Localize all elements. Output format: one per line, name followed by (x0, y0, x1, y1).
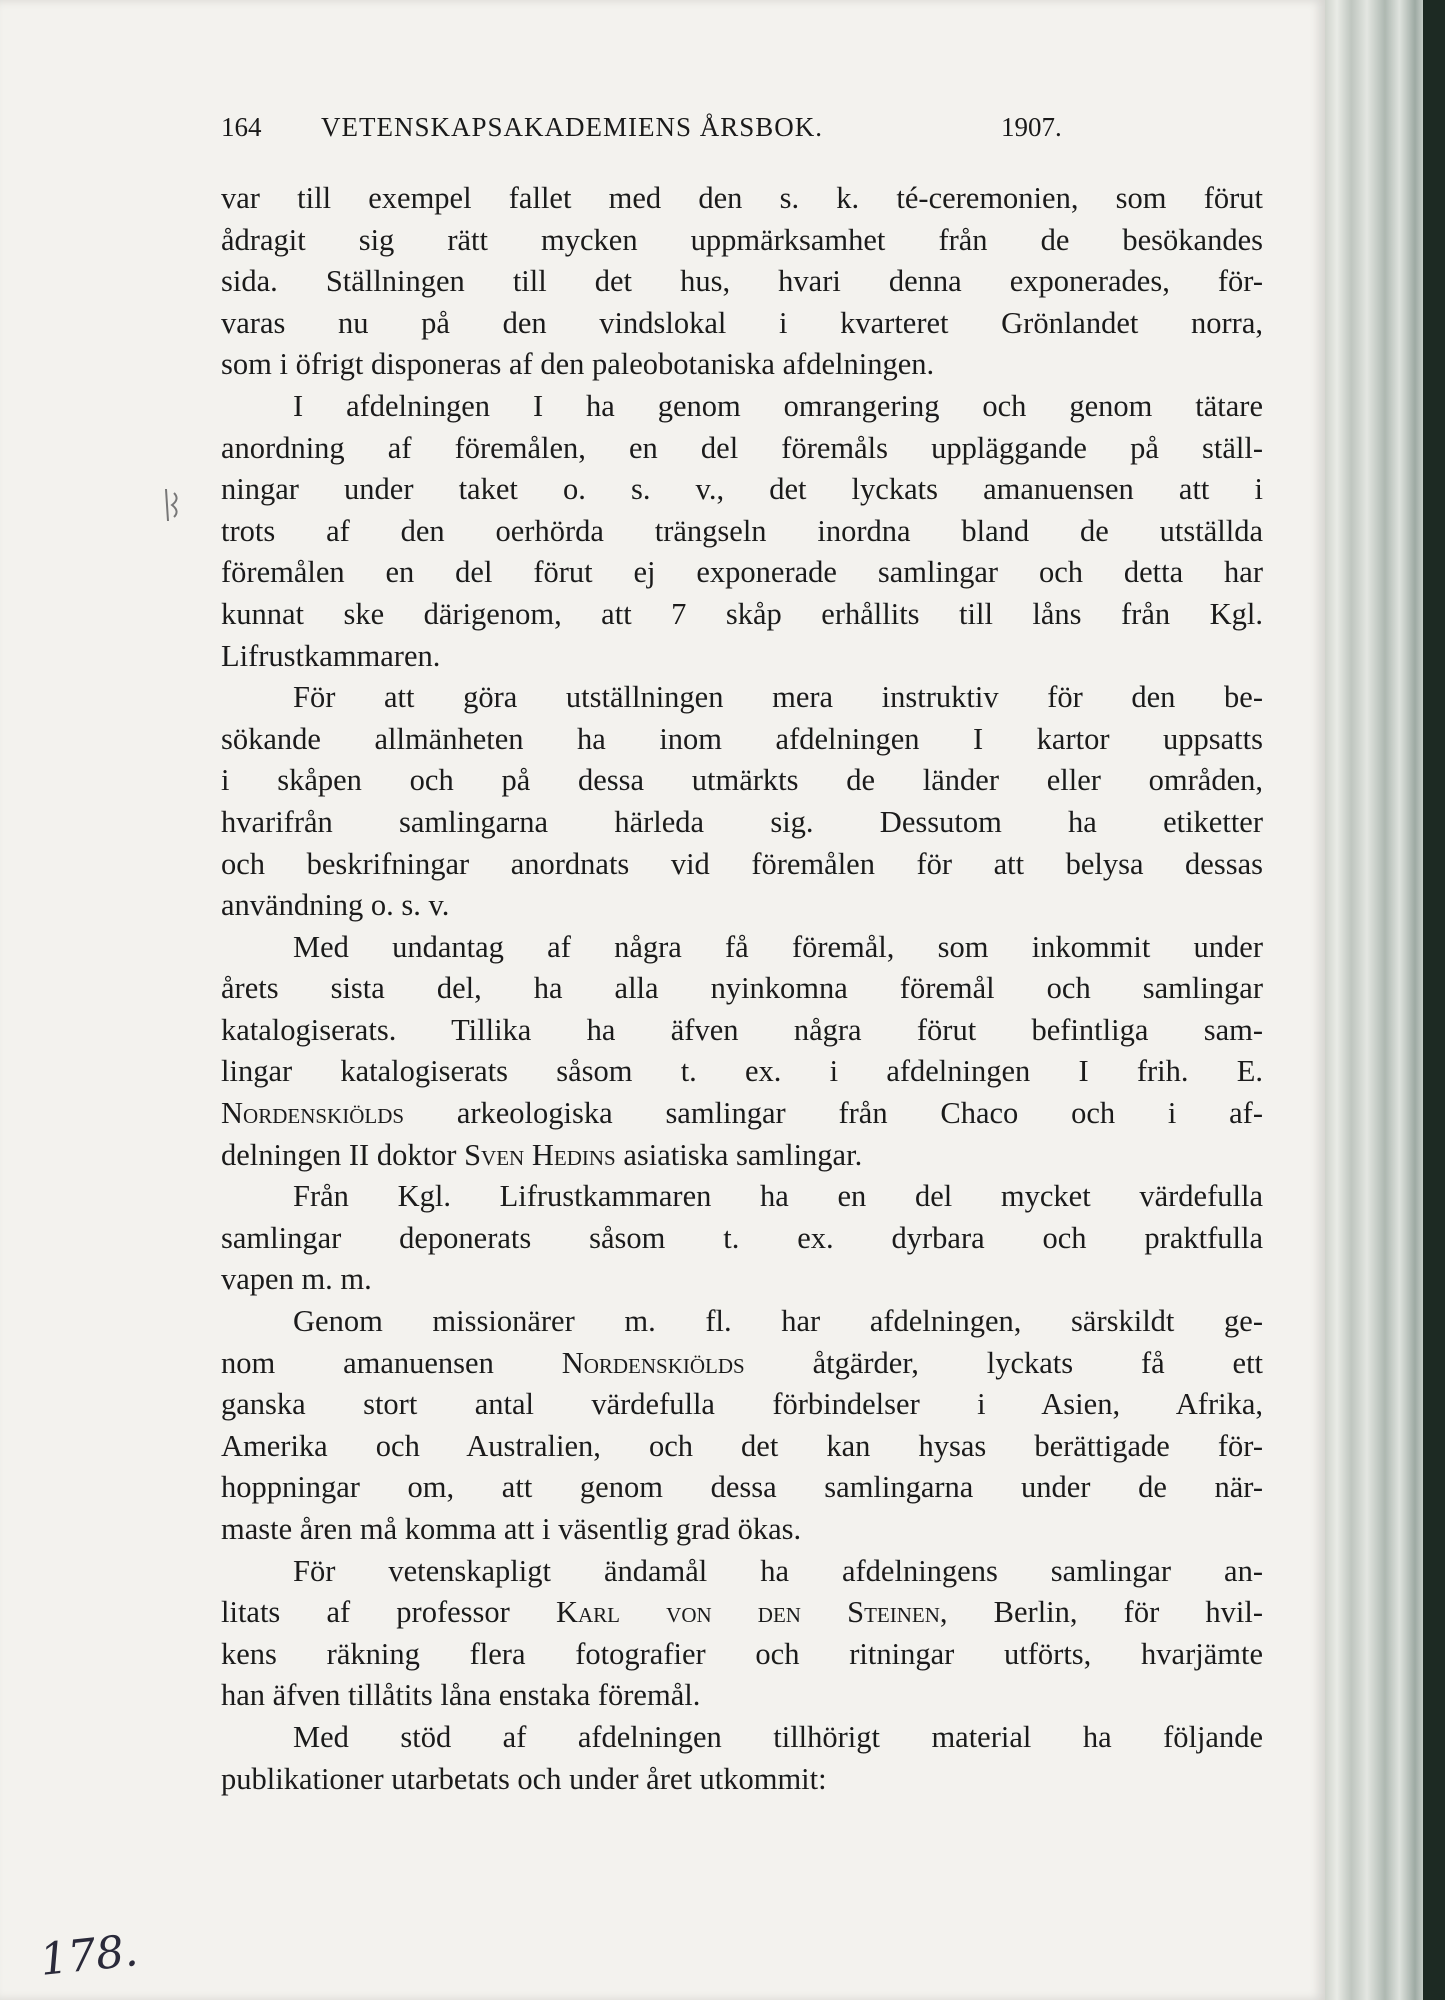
book-spine (1423, 0, 1445, 2000)
text-line: Med undantag af några få föremål, som inkommit under (293, 929, 1263, 964)
text-line: och beskrifningar anordnats vid föremålen för att belysa dessas (221, 846, 1263, 881)
text-line: I afdelningen I ha genom omrangering och genom tätare (293, 388, 1263, 423)
text-line: användning o. s. v. (221, 888, 450, 923)
pencil-mark-icon (160, 485, 184, 525)
text-line: i skåpen och på dessa utmärkts de länder eller områden, (221, 763, 1263, 798)
text-line: litats af professor Karl von den Steinen, Berlin, för hvil- (221, 1595, 1264, 1630)
text-line: årets sista del, ha alla nyinkomna föremål och samlingar (221, 971, 1263, 1006)
text-line: ningar under taket o. s. v., det lyckats amanuensen att i (221, 472, 1263, 507)
text-line: ådragit sig rätt mycken uppmärksamhet från de besökandes (221, 222, 1263, 257)
handwritten-page-number: 178. (37, 1925, 141, 1986)
text-line: Med stöd af afdelningen tillhörigt material ha följande (293, 1719, 1263, 1754)
margin-pencil-mark (160, 485, 184, 533)
text-line: sökande allmänheten ha inom afdelningen I kartor uppsatts (221, 721, 1263, 756)
text-line: sida. Ställningen till det hus, hvari denna exponerades, för- (221, 264, 1263, 299)
text-line: varas nu på den vindslokal i kvarteret Grönlandet norra, (221, 305, 1263, 340)
text-line: som i öfrigt disponeras af den paleobotaniska afdelningen. (221, 347, 935, 382)
text-line: lingar katalogiserats såsom t. ex. i afdelningen I frih. E. (221, 1054, 1263, 1089)
text-line: Lifrustkammaren. (221, 638, 441, 673)
page-number: 164 (221, 112, 262, 142)
text-line: kens räkning flera fotografier och ritningar utförts, hvarjämte (221, 1636, 1263, 1671)
name-nordenskiold: Nordenskiölds (561, 1345, 745, 1380)
text-line: trots af den oerhörda trängseln inordna bland de utställda (221, 513, 1263, 548)
text-line: hvarifrån samlingarna härleda sig. Dessutom ha etiketter (221, 804, 1263, 839)
text-line: Genom missionärer m. fl. har afdelningen, särskildt ge- (293, 1304, 1263, 1339)
text-line: var till exempel fallet med den s. k. té-ceremonien, som förut (221, 181, 1263, 215)
text-line: För vetenskapligt ändamål ha afdelningens samlingar an- (293, 1553, 1263, 1588)
text-line: föremålen en del förut ej exponerade samlingar och detta har (221, 555, 1263, 590)
text-line: delningen II doktor Sven Hedins asiatiska samlingar. (221, 1137, 863, 1172)
text-line: han äfven tillåtits låna enstaka föremål. (221, 1678, 701, 1713)
text-line: samlingar deponerats såsom t. ex. dyrbara och praktfulla (221, 1220, 1263, 1255)
text-line: hoppningar om, att genom dessa samlingarna under de när- (221, 1470, 1263, 1505)
body-text (221, 178, 1263, 1800)
text-line: kunnat ske därigenom, att 7 skåp erhållits till låns från Kgl. (221, 596, 1263, 631)
text-line: publikationer utarbetats och under året utkommit: (221, 1761, 827, 1796)
text-line: nom amanuensen Nordenskiölds åtgärder, lyckats få ett (221, 1345, 1264, 1380)
name-sven-hedin: Sven Hedins (464, 1137, 616, 1172)
running-head: VETENSKAPSAKADEMIENS ÅRSBOK. (321, 112, 824, 142)
text-line: Från Kgl. Lifrustkammaren ha en del mycket värdefulla (293, 1179, 1263, 1214)
text-line: För att göra utställningen mera instruktiv för den be- (293, 680, 1263, 715)
text-line: katalogiserats. Tillika ha äfven några förut befintliga sam- (221, 1012, 1263, 1047)
header-year: 1907. (1001, 112, 1062, 142)
text-line: ganska stort antal värdefulla förbindelser i Asien, Afrika, (221, 1387, 1263, 1422)
name-nordenskiold: Nordenskiölds (221, 1096, 405, 1131)
text-line: anordning af föremålen, en del föremåls uppläggande på ställ- (221, 430, 1263, 465)
text-line: Amerika och Australien, och det kan hysas berättigade för- (221, 1428, 1263, 1463)
page-header (221, 112, 1091, 152)
text-line: Nordenskiölds arkeologiska samlingar från Chaco och i af- (221, 1096, 1263, 1131)
name-karl-von-den-steinen: Karl von den Steinen (555, 1595, 940, 1630)
text-line: vapen m. m. (221, 1262, 372, 1297)
text-line: maste åren må komma att i väsentlig grad ökas. (221, 1512, 802, 1546)
